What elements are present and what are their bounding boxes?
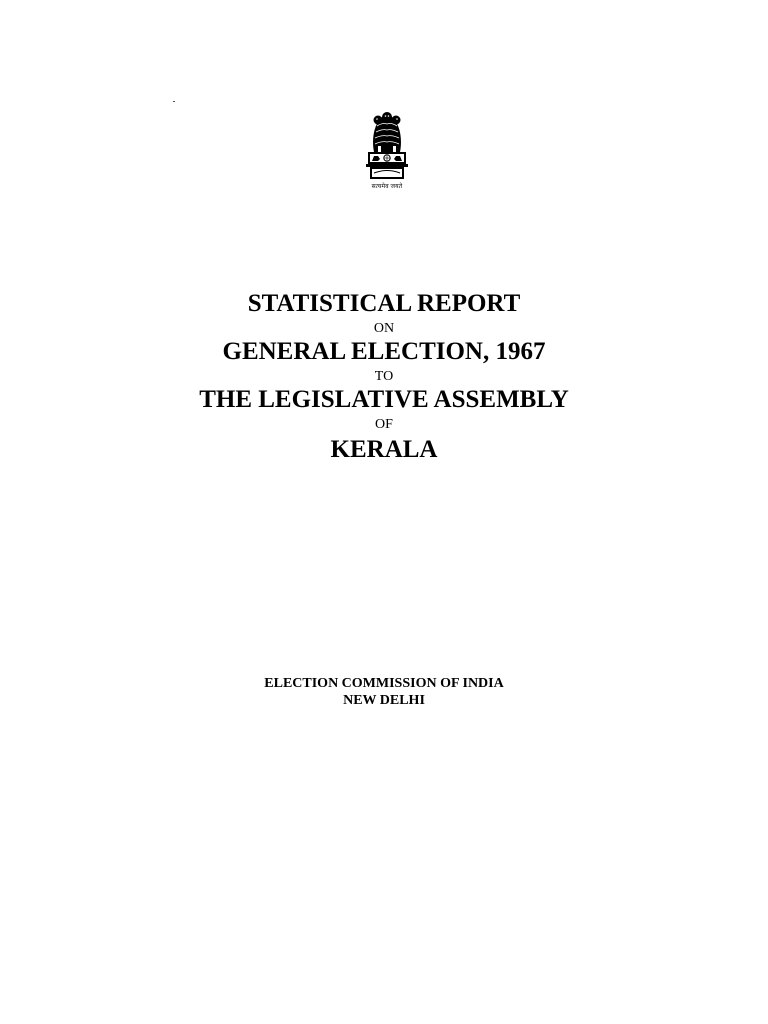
scan-speck	[173, 101, 175, 102]
election-title: GENERAL ELECTION, 1967	[222, 338, 546, 365]
emblem-motto: सत्यमेव जयते	[371, 184, 403, 190]
connector-to: TO	[374, 369, 394, 384]
assembly-title: THE LEGISLATIVE ASSEMBLY	[199, 386, 569, 413]
connector-of: OF	[375, 417, 393, 432]
state-name: KERALA	[330, 436, 438, 463]
report-title: STATISTICAL REPORT	[247, 290, 521, 317]
publisher-city: NEW DELHI	[343, 693, 425, 708]
publisher-name: ELECTION COMMISSION OF INDIA	[264, 676, 504, 691]
connector-on: ON	[373, 321, 395, 336]
